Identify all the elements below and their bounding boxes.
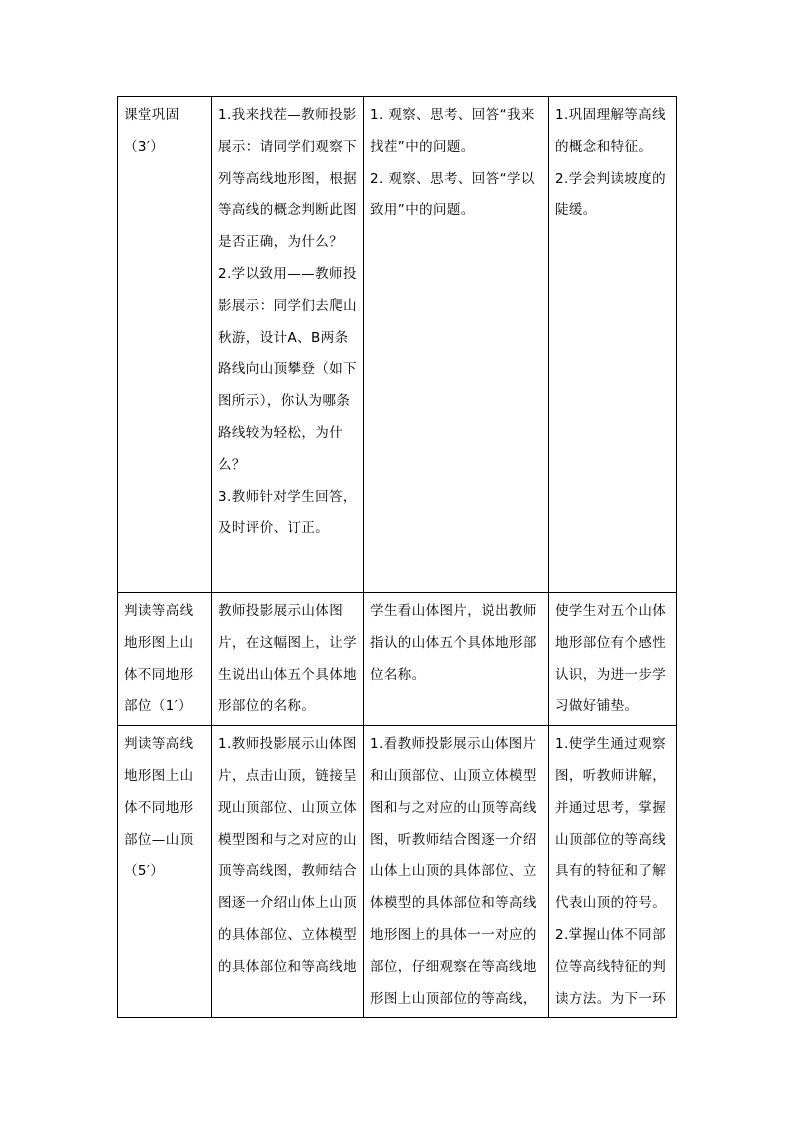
stage-cell <box>118 97 212 593</box>
student-activity-item: 学生看山体图片，说出教师指认的山体五个具体地形部位名称。 <box>370 603 537 683</box>
design-intent-cell <box>549 726 677 1018</box>
student-activity-item: 1. 观察、思考、回答“我来找茬”中的问题。 <box>370 107 535 155</box>
design-intent-item: 1.巩固理解等高线的概念和特征。 <box>555 107 666 155</box>
teacher-activity-cell <box>212 726 364 1018</box>
design-intent-item: 1.使学生通过观察图，听教师讲解，并通过思考，掌握山顶部位的等高线具有的特征和了解代表山顶的符号。 <box>555 736 667 912</box>
teacher-activity-item: 教师投影展示山体图片，在这幅图上，让学生说出山体五个具体地形部位的名称。 <box>218 603 357 715</box>
student-activity-item: 1.看教师投影展示山体图片和山顶部位、山顶立体模型图和与之对应的山顶等高线图，听教师结合图逐一介绍山体上山顶的具体部位、立体模型的具体部位和等高线地形图上的具体一一对应的部位，仔细观察在等高线地形图上山顶部位的等高线， <box>370 736 537 1007</box>
student-activity-cell <box>364 726 549 1018</box>
student-activity-item: 2. 观察、思考、回答“学以致用”中的问题。 <box>370 170 535 219</box>
teacher-activity-item: 1.教师投影展示山体图片，点击山顶，链接呈现山顶部位、山顶立体模型图和与之对应的山顶等高线图，教师结合图逐一介绍山体上山顶的具体部位、立体模型的具体部位和等高线地 <box>218 736 357 975</box>
teacher-activity-item: 1.我来找茬—教师投影展示：请同学们观察下列等高线地形图，根据等高线的概念判断此图是否正确，为什么？ <box>218 107 357 251</box>
design-intent-item: 使学生对五个山体地形部位有个感性认识，为进一步学习做好铺垫。 <box>555 603 667 715</box>
design-intent-item: 2.掌握山体不同部位等高线特征的判读方法。为下一环 <box>555 926 667 1007</box>
table-row <box>118 593 677 726</box>
design-intent-cell <box>549 97 677 593</box>
stage-text: 课堂巩固（3′） <box>124 107 180 155</box>
table-row <box>118 97 677 593</box>
student-activity-cell <box>364 97 549 593</box>
stage-cell <box>118 593 212 726</box>
stage-text: 判读等高线地形图上山体不同地形部位（1′） <box>124 603 194 715</box>
lesson-plan-table <box>117 96 677 1018</box>
teacher-activity-item: 2.学以致用——教师投影展示：同学们去爬山秋游，设计A、B两条路线向山顶攀登（如下图所示），你认为哪条路线较为轻松，为什么？ <box>218 265 357 473</box>
design-intent-cell <box>549 593 677 726</box>
teacher-activity-cell <box>212 97 364 593</box>
teacher-activity-item: 3.教师针对学生回答，及时评价、订正。 <box>218 488 357 537</box>
stage-text: 判读等高线地形图上山体不同地形部位—山顶（5′） <box>124 736 194 880</box>
teacher-activity-cell <box>212 593 364 726</box>
stage-cell <box>118 726 212 1018</box>
student-activity-cell <box>364 593 549 726</box>
design-intent-item: 2.学会判读坡度的陡缓。 <box>555 170 666 219</box>
table-row <box>118 726 677 1018</box>
